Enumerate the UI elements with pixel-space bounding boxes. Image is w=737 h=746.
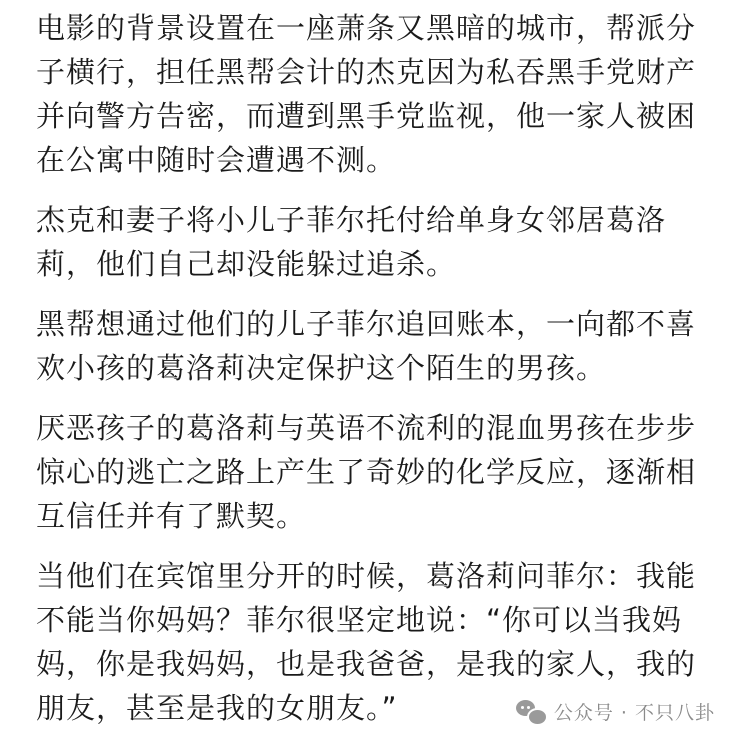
text-line: 妈，你是我妈妈，也是我爸爸，是我的家人，我的 [36,647,697,681]
text-line: 不能当你妈妈？菲尔很坚定地说：“你可以当我妈 [36,603,683,637]
wechat-icon [516,700,546,724]
text-line: 子横行，担任黑帮会计的杰克因为私吞黑手党财产 [36,55,697,89]
paragraph-3 [36,302,708,390]
paragraph-1 [36,6,708,182]
text-line: 在公寓中随时会遭遇不测。 [36,143,397,177]
text-line: 黑帮想通过他们的儿子菲尔追回账本，一向都不喜 [36,307,697,341]
text-line: 当他们在宾馆里分开的时候，葛洛莉问菲尔：我能 [36,559,697,593]
text-line: 互信任并有了默契。 [36,499,307,533]
text-line: 厌恶孩子的葛洛莉与英语不流利的混血男孩在步步 [36,411,697,445]
watermark-text: 公众号 · 不只八卦 [553,702,715,724]
text-line: 莉，他们自己却没能躲过追杀。 [36,247,457,281]
text-line: 朋友，甚至是我的女朋友。” [36,691,398,725]
text-line: 欢小孩的葛洛莉决定保护这个陌生的男孩。 [36,351,607,385]
article-body [36,6,708,746]
text-line: 电影的背景设置在一座萧条又黑暗的城市，帮派分 [36,11,697,45]
paragraph-2 [36,198,708,286]
text-line: 杰克和妻子将小儿子菲尔托付给单身女邻居葛洛 [36,203,667,237]
text-line: 并向警方告密，而遭到黑手党监视，他一家人被困 [36,99,697,133]
paragraph-4 [36,406,708,538]
watermark [516,698,715,725]
text-line: 惊心的逃亡之路上产生了奇妙的化学反应，逐渐相 [36,455,697,489]
